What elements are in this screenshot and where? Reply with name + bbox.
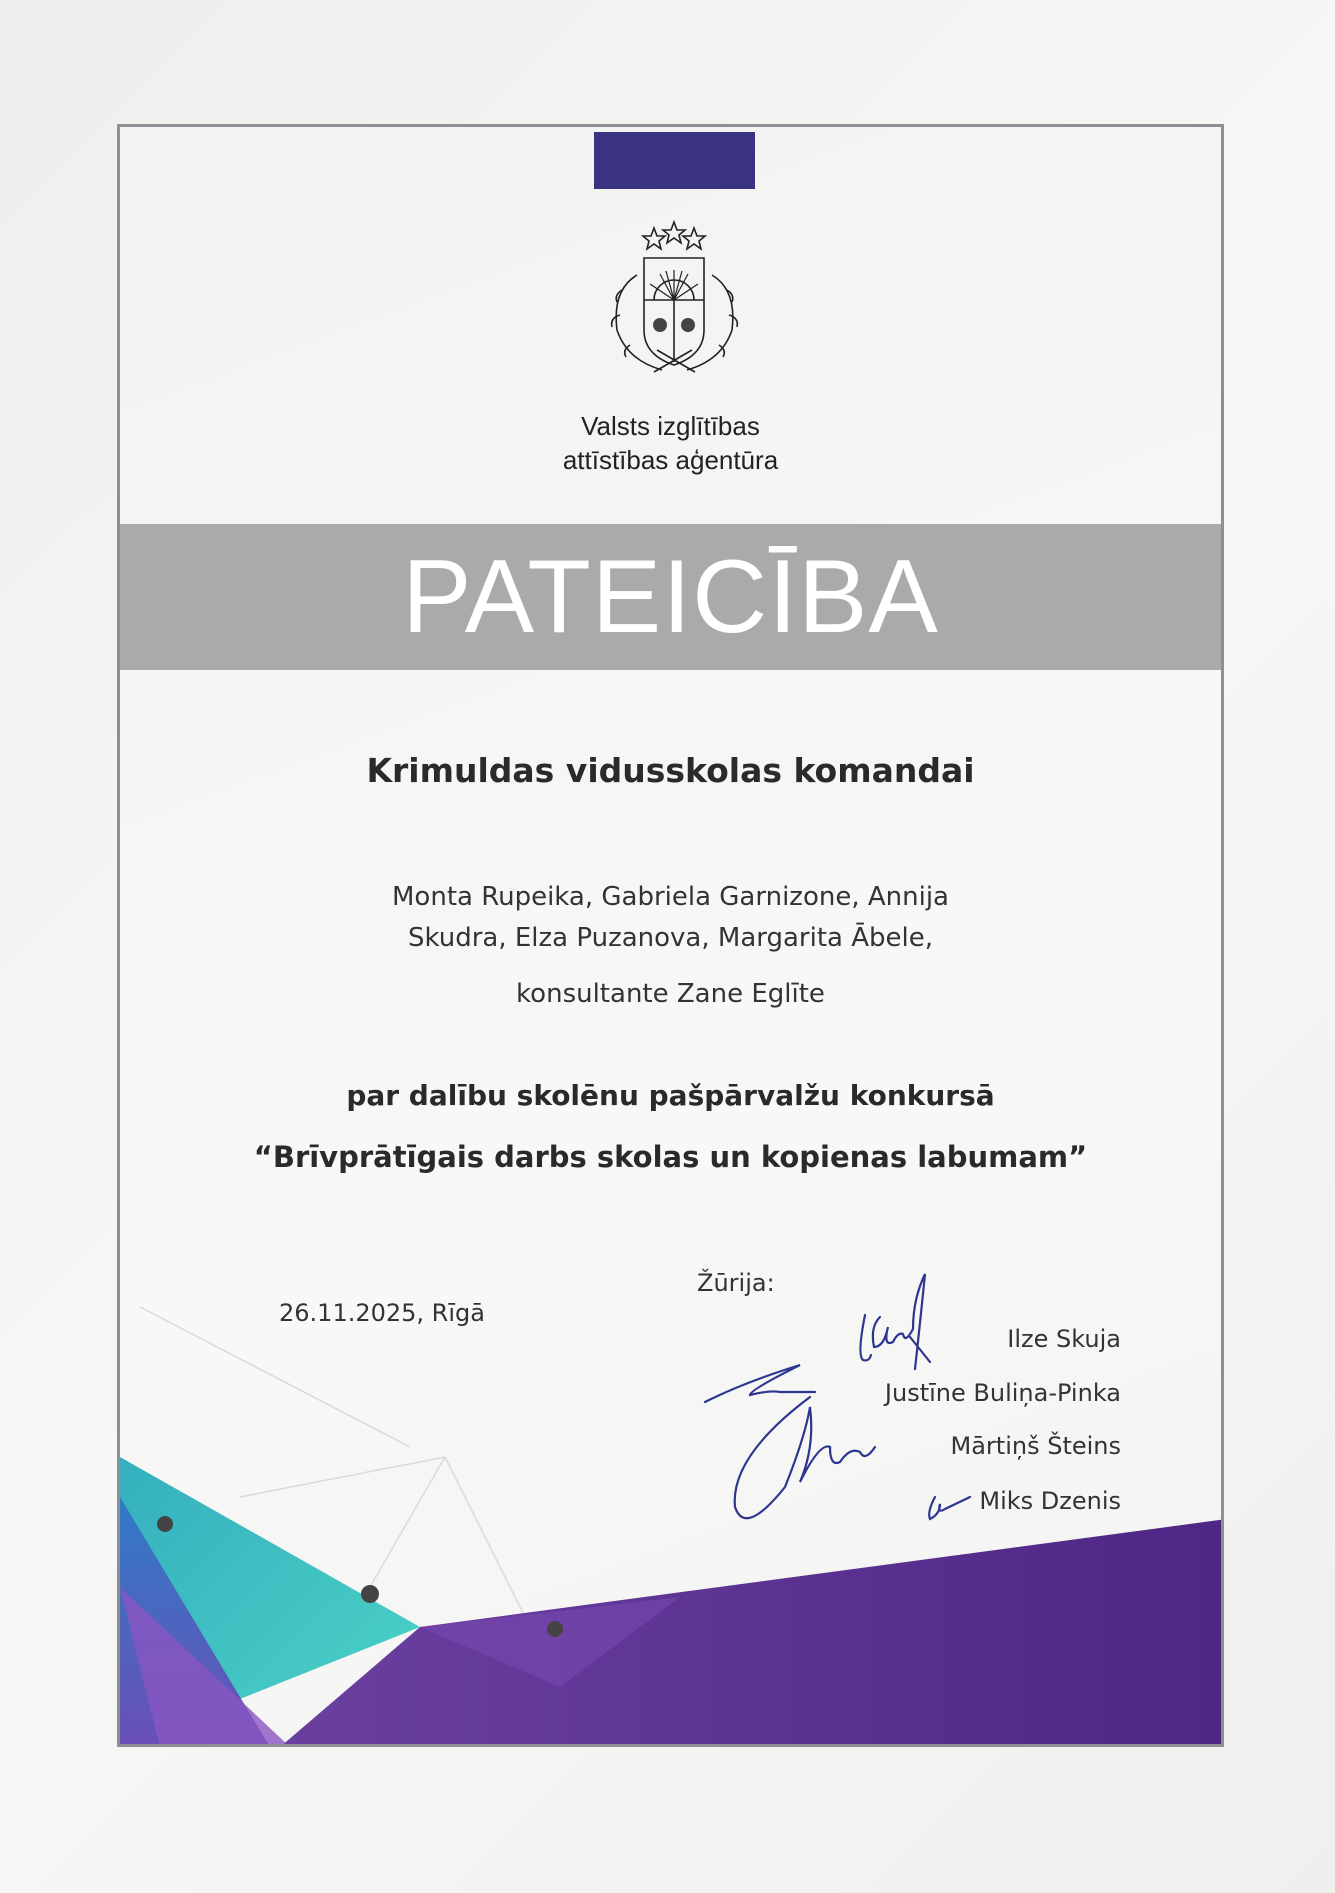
team-members-line1: Monta Rupeika, Gabriela Garnizone, Annija — [392, 882, 949, 912]
jury-member: Justīne Buliņa-Pinka — [884, 1379, 1121, 1407]
team-members-line2: Skudra, Elza Puzanova, Margarita Ābele, — [407, 923, 933, 953]
consultant: konsultante Zane Eglīte — [516, 979, 825, 1009]
jury-member: Ilze Skuja — [1007, 1325, 1121, 1353]
organization-name-line1: Valsts izglītības — [581, 411, 760, 441]
signature-ilze-skuja — [860, 1274, 930, 1369]
certificate-title: PATEICĪBA — [402, 539, 939, 655]
contest-name: “Brīvprātīgais darbs skolas un kopienas labumam” — [253, 1140, 1088, 1174]
jury-label: Žūrija: — [697, 1269, 775, 1297]
signatures — [120, 127, 1224, 1747]
recipient: Krimuldas vidusskolas komandai — [366, 751, 975, 790]
certificate — [117, 124, 1224, 1747]
signature-miks-dzenis — [929, 1497, 970, 1519]
organization-name-line2: attīstības aģentūra — [562, 445, 779, 475]
jury-member: Miks Dzenis — [979, 1487, 1121, 1515]
jury-member: Mārtiņš Šteins — [950, 1432, 1121, 1460]
signature-justine-bulina-pinka — [705, 1365, 815, 1402]
reason: par dalību skolēnu pašpārvalžu konkursā — [346, 1079, 995, 1112]
date-place: 26.11.2025, Rīgā — [279, 1299, 485, 1327]
signature-martins-steins — [735, 1397, 875, 1518]
